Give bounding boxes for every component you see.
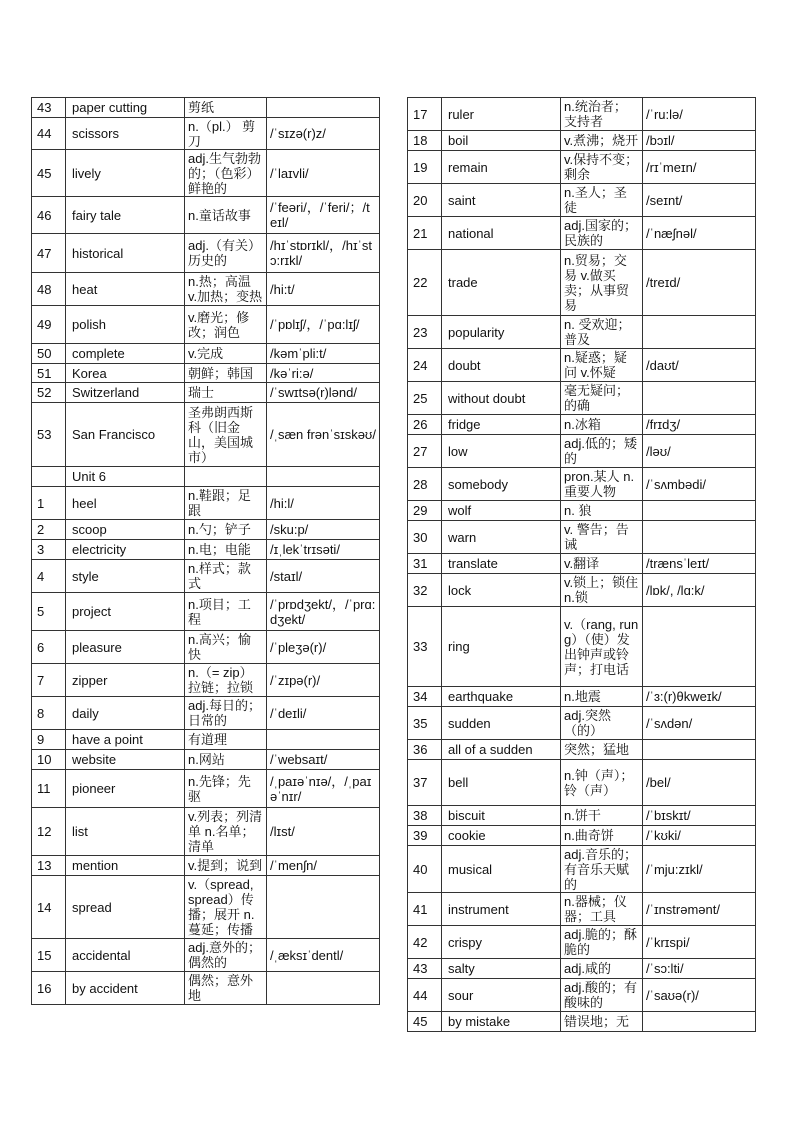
word-number: 44 <box>408 979 442 1012</box>
word-term: Switzerland <box>66 383 185 403</box>
word-phonetic: /ˈswɪtsə(r)lənd/ <box>267 383 380 403</box>
word-term: popularity <box>442 316 561 349</box>
word-phonetic: /ˈprɒdʒekt/，/ˈprɑ:dʒekt/ <box>267 593 380 631</box>
word-phonetic <box>267 467 380 487</box>
word-phonetic: /ˌsæn frənˈsɪskəʊ/ <box>267 403 380 467</box>
word-meaning: adj.（有关）历史的 <box>185 234 267 273</box>
word-phonetic: /ˈbɪskɪt/ <box>643 806 756 826</box>
word-term: pleasure <box>66 631 185 664</box>
word-number: 21 <box>408 217 442 250</box>
vocab-row <box>408 349 756 382</box>
vocab-row <box>408 316 756 349</box>
word-meaning: v.完成 <box>185 344 267 364</box>
word-phonetic <box>643 740 756 760</box>
word-term: national <box>442 217 561 250</box>
vocab-row <box>408 250 756 316</box>
word-number: 41 <box>408 893 442 926</box>
word-number: 11 <box>32 770 66 808</box>
word-number: 52 <box>32 383 66 403</box>
word-number: 27 <box>408 435 442 468</box>
word-phonetic: /lɪst/ <box>267 808 380 856</box>
word-phonetic: /trænsˈleɪt/ <box>643 554 756 574</box>
word-phonetic: /ˈlaɪvli/ <box>267 150 380 197</box>
word-meaning: adj.生气勃勃的；（色彩）鲜艳的 <box>185 150 267 197</box>
word-phonetic: /hi:t/ <box>267 273 380 306</box>
vocab-row <box>32 664 380 697</box>
word-phonetic: /ˈmenʃn/ <box>267 856 380 876</box>
word-number: 5 <box>32 593 66 631</box>
word-term: bell <box>442 760 561 806</box>
word-phonetic: /ˈkrɪspi/ <box>643 926 756 959</box>
word-meaning: v.提到；说到 <box>185 856 267 876</box>
vocab-row <box>408 151 756 184</box>
vocab-row <box>32 540 380 560</box>
word-meaning: n.地震 <box>561 687 643 707</box>
word-term: fridge <box>442 415 561 435</box>
vocab-row <box>32 197 380 234</box>
word-number: 34 <box>408 687 442 707</box>
word-number: 32 <box>408 574 442 607</box>
word-meaning: 错误地；无 <box>561 1012 643 1032</box>
right-vocab-table <box>407 97 756 1032</box>
word-phonetic: /ˈfeəri/，/ˈferi/；/teɪl/ <box>267 197 380 234</box>
vocab-row <box>32 876 380 939</box>
word-phonetic: /ˈdeɪli/ <box>267 697 380 730</box>
word-meaning: 有道理 <box>185 730 267 750</box>
word-meaning: adj.咸的 <box>561 959 643 979</box>
word-term: all of a sudden <box>442 740 561 760</box>
word-term: accidental <box>66 939 185 972</box>
vocab-row <box>408 687 756 707</box>
word-phonetic: /hɪˈstɒrɪkl/，/hɪˈstɔ:rɪkl/ <box>267 234 380 273</box>
word-number: 6 <box>32 631 66 664</box>
word-number: 47 <box>32 234 66 273</box>
word-meaning: adj.意外的；偶然的 <box>185 939 267 972</box>
vocab-row <box>32 403 380 467</box>
word-phonetic: /ˌæksɪˈdentl/ <box>267 939 380 972</box>
word-phonetic: /ˈsʌdən/ <box>643 707 756 740</box>
vocab-row <box>408 217 756 250</box>
word-term: by accident <box>66 972 185 1005</box>
word-meaning: n.圣人；圣徒 <box>561 184 643 217</box>
word-meaning: v.保持不变；剩余 <box>561 151 643 184</box>
vocab-row <box>32 697 380 730</box>
word-meaning: n. 狼 <box>561 501 643 521</box>
word-term: trade <box>442 250 561 316</box>
word-meaning: n.曲奇饼 <box>561 826 643 846</box>
word-phonetic <box>267 972 380 1005</box>
word-term: Unit 6 <box>66 467 185 487</box>
vocab-row <box>32 972 380 1005</box>
vocab-row <box>408 574 756 607</box>
word-meaning: v.列表；列清单 n.名单；清单 <box>185 808 267 856</box>
word-term: instrument <box>442 893 561 926</box>
word-number: 36 <box>408 740 442 760</box>
word-number: 45 <box>32 150 66 197</box>
word-term: doubt <box>442 349 561 382</box>
word-number: 1 <box>32 487 66 520</box>
word-meaning: n.先锋；先驱 <box>185 770 267 808</box>
word-meaning: adj.突然（的） <box>561 707 643 740</box>
vocab-row <box>408 926 756 959</box>
word-phonetic: /treɪd/ <box>643 250 756 316</box>
word-phonetic: /ˈru:lə/ <box>643 98 756 131</box>
word-number: 33 <box>408 607 442 687</box>
word-meaning: v.（spread, spread）传播；展开 n.蔓延；传播 <box>185 876 267 939</box>
word-number: 29 <box>408 501 442 521</box>
word-meaning: adj.音乐的；有音乐天赋的 <box>561 846 643 893</box>
word-number: 35 <box>408 707 442 740</box>
word-phonetic <box>267 98 380 118</box>
vocab-row <box>408 826 756 846</box>
vocab-row <box>32 467 380 487</box>
word-number: 14 <box>32 876 66 939</box>
word-meaning: n. 受欢迎；普及 <box>561 316 643 349</box>
word-meaning: n.钟（声）；铃（声） <box>561 760 643 806</box>
word-meaning: n.（pl.） 剪刀 <box>185 118 267 150</box>
vocab-row <box>32 808 380 856</box>
word-term: daily <box>66 697 185 730</box>
word-phonetic: /rɪˈmeɪn/ <box>643 151 756 184</box>
vocab-row <box>32 487 380 520</box>
word-phonetic <box>643 382 756 415</box>
word-phonetic: /frɪdʒ/ <box>643 415 756 435</box>
word-phonetic: /bel/ <box>643 760 756 806</box>
word-term: list <box>66 808 185 856</box>
word-meaning: 偶然；意外地 <box>185 972 267 1005</box>
word-phonetic: /ˈkʊki/ <box>643 826 756 846</box>
word-phonetic <box>643 521 756 554</box>
word-phonetic: /ˈnæʃnəl/ <box>643 217 756 250</box>
word-number: 24 <box>408 349 442 382</box>
word-number: 10 <box>32 750 66 770</box>
word-meaning: n.项目；工程 <box>185 593 267 631</box>
word-phonetic <box>643 1012 756 1032</box>
word-term: website <box>66 750 185 770</box>
word-term: project <box>66 593 185 631</box>
vocab-row <box>32 730 380 750</box>
word-term: somebody <box>442 468 561 501</box>
word-meaning: n.器械；仪器；工具 <box>561 893 643 926</box>
word-term: sour <box>442 979 561 1012</box>
word-number: 17 <box>408 98 442 131</box>
word-number: 16 <box>32 972 66 1005</box>
vocab-row <box>32 306 380 344</box>
word-meaning: 朝鲜；韩国 <box>185 364 267 383</box>
word-term: sudden <box>442 707 561 740</box>
vocab-row <box>32 344 380 364</box>
word-meaning: v.翻译 <box>561 554 643 574</box>
vocab-row <box>32 234 380 273</box>
vocab-row <box>408 501 756 521</box>
word-meaning: n.网站 <box>185 750 267 770</box>
vocab-row <box>408 707 756 740</box>
word-number: 46 <box>32 197 66 234</box>
word-term: musical <box>442 846 561 893</box>
word-number: 20 <box>408 184 442 217</box>
word-phonetic: /daʊt/ <box>643 349 756 382</box>
word-meaning: n.统治者；支持者 <box>561 98 643 131</box>
vocab-row <box>32 118 380 150</box>
word-number: 43 <box>32 98 66 118</box>
word-term: saint <box>442 184 561 217</box>
word-meaning: n.热；高温 v.加热；变热 <box>185 273 267 306</box>
word-number: 43 <box>408 959 442 979</box>
word-meaning: n.贸易；交易 v.做买卖；从事贸易 <box>561 250 643 316</box>
word-term: scissors <box>66 118 185 150</box>
vocab-row <box>32 856 380 876</box>
word-phonetic <box>643 501 756 521</box>
word-phonetic: /seɪnt/ <box>643 184 756 217</box>
word-term: warn <box>442 521 561 554</box>
word-meaning: adj.酸的；有酸味的 <box>561 979 643 1012</box>
word-term: salty <box>442 959 561 979</box>
word-meaning: 剪纸 <box>185 98 267 118</box>
vocab-row <box>32 631 380 664</box>
vocab-row <box>408 1012 756 1032</box>
word-number: 50 <box>32 344 66 364</box>
vocab-row <box>408 554 756 574</box>
left-vocab-table <box>31 97 380 1005</box>
vocab-row <box>32 520 380 540</box>
word-number: 15 <box>32 939 66 972</box>
word-number: 3 <box>32 540 66 560</box>
word-phonetic: /ˈsɪzə(r)z/ <box>267 118 380 150</box>
word-term: electricity <box>66 540 185 560</box>
word-number: 30 <box>408 521 442 554</box>
word-meaning: n.样式；款式 <box>185 560 267 593</box>
word-number: 22 <box>408 250 442 316</box>
word-number: 42 <box>408 926 442 959</box>
vocab-row <box>32 383 380 403</box>
word-phonetic: /ˈpɒlɪʃ/，/ˈpɑ:lɪʃ/ <box>267 306 380 344</box>
word-term: earthquake <box>442 687 561 707</box>
word-number: 13 <box>32 856 66 876</box>
word-term: Korea <box>66 364 185 383</box>
word-meaning: n.高兴；愉快 <box>185 631 267 664</box>
vocab-row <box>408 98 756 131</box>
word-meaning: pron.某人 n.重要人物 <box>561 468 643 501</box>
word-phonetic: /ˈzɪpə(r)/ <box>267 664 380 697</box>
word-phonetic: /kəmˈpli:t/ <box>267 344 380 364</box>
word-phonetic: /lɒk/, /lɑ:k/ <box>643 574 756 607</box>
word-meaning: n.鞋跟；足跟 <box>185 487 267 520</box>
word-phonetic: /hi:l/ <box>267 487 380 520</box>
word-number: 44 <box>32 118 66 150</box>
word-phonetic <box>267 876 380 939</box>
word-phonetic: /ˈɜ:(r)θkweɪk/ <box>643 687 756 707</box>
word-number: 8 <box>32 697 66 730</box>
word-number: 53 <box>32 403 66 467</box>
vocab-row <box>408 184 756 217</box>
word-term: San Francisco <box>66 403 185 467</box>
vocab-row <box>32 593 380 631</box>
word-number: 23 <box>408 316 442 349</box>
word-term: zipper <box>66 664 185 697</box>
word-term: lock <box>442 574 561 607</box>
word-meaning: v.磨光；修改；润色 <box>185 306 267 344</box>
word-number: 49 <box>32 306 66 344</box>
word-number: 48 <box>32 273 66 306</box>
word-meaning: adj.国家的；民族的 <box>561 217 643 250</box>
word-number: 40 <box>408 846 442 893</box>
vocab-row <box>408 415 756 435</box>
word-term: fairy tale <box>66 197 185 234</box>
word-number: 28 <box>408 468 442 501</box>
vocab-row <box>408 740 756 760</box>
word-phonetic <box>267 730 380 750</box>
word-number: 4 <box>32 560 66 593</box>
vocab-row <box>32 98 380 118</box>
word-term: heat <box>66 273 185 306</box>
word-number: 7 <box>32 664 66 697</box>
word-number: 25 <box>408 382 442 415</box>
word-meaning: 突然；猛地 <box>561 740 643 760</box>
word-term: wolf <box>442 501 561 521</box>
word-meaning: 毫无疑问；的确 <box>561 382 643 415</box>
word-term: paper cutting <box>66 98 185 118</box>
word-phonetic: /ˈsʌmbədi/ <box>643 468 756 501</box>
vocab-row <box>408 607 756 687</box>
word-term: spread <box>66 876 185 939</box>
word-phonetic: /ˈsaʊə(r)/ <box>643 979 756 1012</box>
word-number: 39 <box>408 826 442 846</box>
word-phonetic: /ˈmju:zɪkl/ <box>643 846 756 893</box>
word-number: 38 <box>408 806 442 826</box>
word-number: 51 <box>32 364 66 383</box>
vocab-row <box>32 150 380 197</box>
vocab-row <box>408 760 756 806</box>
vocab-row <box>32 750 380 770</box>
word-phonetic <box>643 316 756 349</box>
word-meaning <box>185 467 267 487</box>
word-term: biscuit <box>442 806 561 826</box>
word-term: historical <box>66 234 185 273</box>
vocab-row <box>32 364 380 383</box>
word-meaning: v. 警告；告诫 <box>561 521 643 554</box>
word-number: 26 <box>408 415 442 435</box>
word-term: cookie <box>442 826 561 846</box>
vocab-row <box>408 521 756 554</box>
vocab-row <box>408 893 756 926</box>
word-phonetic: /staɪl/ <box>267 560 380 593</box>
word-number: 19 <box>408 151 442 184</box>
word-term: crispy <box>442 926 561 959</box>
word-number <box>32 467 66 487</box>
word-term: complete <box>66 344 185 364</box>
word-number: 45 <box>408 1012 442 1032</box>
word-term: polish <box>66 306 185 344</box>
word-meaning: v.（rang, rung）（使）发出钟声或铃声；打电话 <box>561 607 643 687</box>
word-meaning: n.饼干 <box>561 806 643 826</box>
word-meaning: n.冰箱 <box>561 415 643 435</box>
word-meaning: n.电；电能 <box>185 540 267 560</box>
vocab-row <box>32 273 380 306</box>
word-meaning: 圣弗朗西斯科（旧金山，美国城市） <box>185 403 267 467</box>
word-meaning: n.（= zip）拉链；拉锁 <box>185 664 267 697</box>
word-term: by mistake <box>442 1012 561 1032</box>
word-number: 12 <box>32 808 66 856</box>
word-number: 31 <box>408 554 442 574</box>
word-term: pioneer <box>66 770 185 808</box>
word-number: 2 <box>32 520 66 540</box>
word-term: boil <box>442 131 561 151</box>
vocab-row <box>32 560 380 593</box>
vocab-row <box>408 131 756 151</box>
word-phonetic: /bɔɪl/ <box>643 131 756 151</box>
vocab-row <box>408 806 756 826</box>
word-phonetic: /sku:p/ <box>267 520 380 540</box>
word-phonetic: /ləʊ/ <box>643 435 756 468</box>
word-number: 18 <box>408 131 442 151</box>
word-term: mention <box>66 856 185 876</box>
vocab-row <box>408 382 756 415</box>
word-term: ruler <box>442 98 561 131</box>
word-term: without doubt <box>442 382 561 415</box>
word-term: remain <box>442 151 561 184</box>
vocab-row <box>408 959 756 979</box>
vocab-row <box>408 468 756 501</box>
word-meaning: adj.每日的；日常的 <box>185 697 267 730</box>
word-phonetic <box>643 607 756 687</box>
word-term: low <box>442 435 561 468</box>
word-meaning: n.童话故事 <box>185 197 267 234</box>
word-phonetic: /kəˈri:ə/ <box>267 364 380 383</box>
word-term: have a point <box>66 730 185 750</box>
vocab-row <box>32 939 380 972</box>
word-phonetic: /ˈpleʒə(r)/ <box>267 631 380 664</box>
word-term: heel <box>66 487 185 520</box>
word-phonetic: /ˈsɔ:lti/ <box>643 959 756 979</box>
vocab-row <box>32 770 380 808</box>
vocab-row <box>408 846 756 893</box>
word-meaning: n.勺；铲子 <box>185 520 267 540</box>
word-term: style <box>66 560 185 593</box>
word-term: scoop <box>66 520 185 540</box>
word-phonetic: /ˈɪnstrəmənt/ <box>643 893 756 926</box>
word-meaning: v.煮沸；烧开 <box>561 131 643 151</box>
vocab-row <box>408 979 756 1012</box>
word-meaning: v.锁上；锁住 n.锁 <box>561 574 643 607</box>
word-phonetic: /ˈwebsaɪt/ <box>267 750 380 770</box>
word-term: translate <box>442 554 561 574</box>
word-number: 37 <box>408 760 442 806</box>
word-term: lively <box>66 150 185 197</box>
word-phonetic: /ˌpaɪəˈnɪə/，/ˌpaɪəˈnɪr/ <box>267 770 380 808</box>
word-meaning: 瑞士 <box>185 383 267 403</box>
word-meaning: n.疑惑；疑问 v.怀疑 <box>561 349 643 382</box>
word-term: ring <box>442 607 561 687</box>
word-meaning: adj.脆的；酥脆的 <box>561 926 643 959</box>
word-meaning: adj.低的；矮的 <box>561 435 643 468</box>
vocab-row <box>408 435 756 468</box>
word-number: 9 <box>32 730 66 750</box>
word-phonetic: /ɪˌlekˈtrɪsəti/ <box>267 540 380 560</box>
